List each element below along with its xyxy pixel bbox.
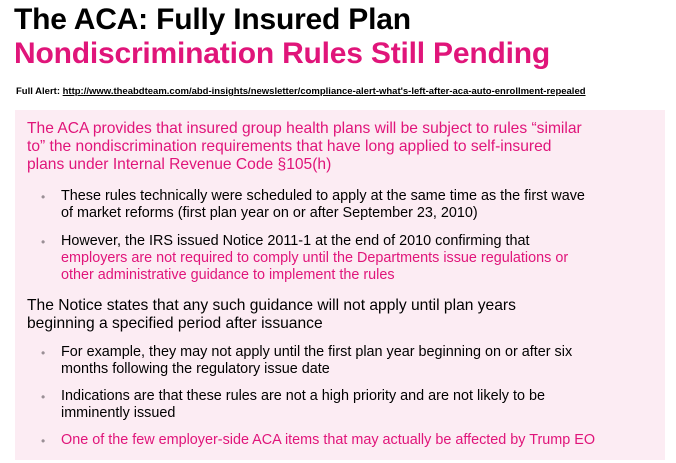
notice-line: The Notice states that any such guidance will not apply until plan years	[27, 297, 516, 314]
slide-title-line1: The ACA: Fully Insured Plan	[14, 3, 411, 36]
bullet-line: However, the IRS issued Notice 2011-1 at the end of 2010 confirming that	[61, 233, 530, 249]
bullet-item	[61, 233, 568, 284]
bullet-line: months following the regulatory issue date	[61, 361, 330, 377]
notice-line: beginning a specified period after issuance	[27, 315, 323, 332]
slide-title-line2: Nondiscrimination Rules Still Pending	[14, 37, 550, 70]
bullet-line: These rules technically were scheduled to apply at the same time as the first wave	[61, 188, 585, 204]
bullet-item	[61, 188, 585, 222]
notice-paragraph	[27, 297, 516, 333]
bullet-line: For example, they may not apply until the first plan year beginning on or after six	[61, 344, 573, 360]
intro-line: to” the nondiscrimination requirements that have long applied to self-insured	[27, 138, 552, 155]
full-alert-link[interactable]: http://www.theabdteam.com/abd-insights/newsletter/compliance-alert-what's-left-after-aca-auto-enrollment-repealed	[62, 86, 586, 97]
full-alert	[16, 86, 586, 97]
intro-paragraph	[27, 120, 582, 174]
bullet-line-highlight: employers are not required to comply until the Departments issue regulations or	[61, 250, 569, 266]
bullet-dot: •	[41, 190, 46, 204]
bullet-item	[61, 388, 545, 422]
bullet-line: of market reforms (first plan year on or after September 23, 2010)	[61, 205, 478, 221]
intro-line: The ACA provides that insured group health plans will be subject to rules “similar	[27, 120, 582, 137]
bullet-line: Indications are that these rules are not a high priority and are not likely to be	[61, 388, 545, 404]
bullet-dot: •	[41, 390, 46, 404]
bullet-dot: •	[41, 346, 46, 360]
bullet-dot: •	[41, 434, 46, 448]
bullet-line-highlight: other administrative guidance to implement the rules	[61, 267, 395, 283]
bullet-line: One of the few employer-side ACA items that may actually be affected by Trump EO	[61, 432, 596, 448]
bullet-item	[61, 344, 572, 378]
full-alert-label: Full Alert:	[16, 86, 60, 97]
bullet-dot: •	[41, 235, 46, 249]
bullet-line: imminently issued	[61, 405, 176, 421]
bullet-item-highlight	[61, 432, 595, 449]
intro-line: plans under Internal Revenue Code §105(h)	[27, 156, 332, 173]
